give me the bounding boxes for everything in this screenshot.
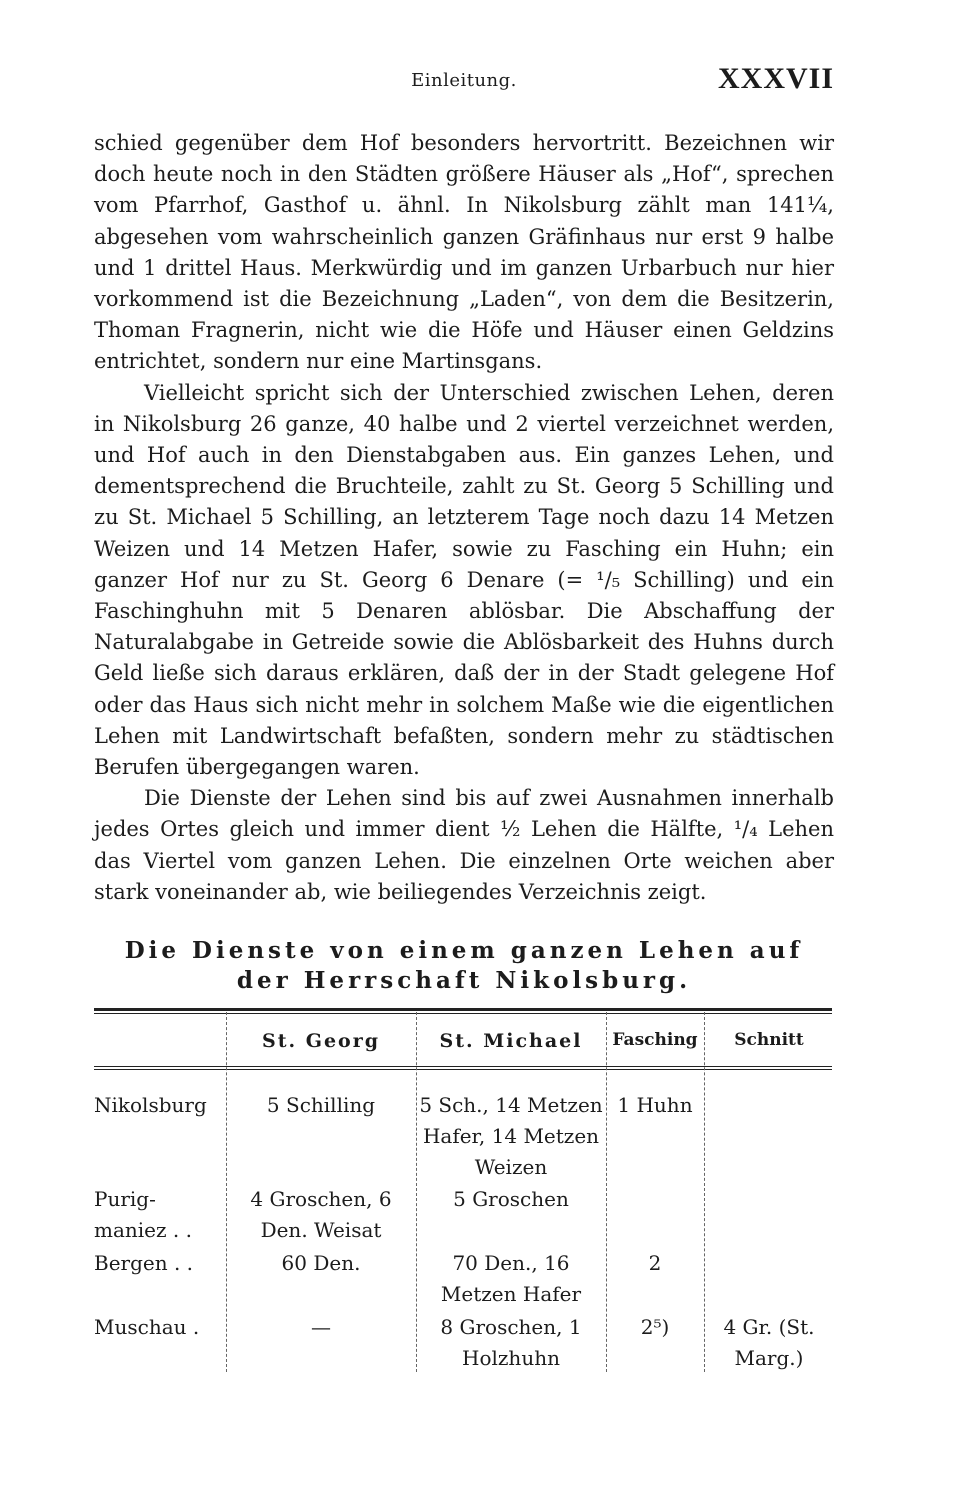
table-cell: 2 — [648, 1251, 662, 1275]
row-label: Nikolsburg — [94, 1093, 207, 1117]
table-cell: 4 Groschen, 6 Den. Weisat — [250, 1187, 392, 1242]
column-header-fasching: Fasching — [612, 1030, 698, 1050]
table-top-rule — [94, 1008, 832, 1014]
row-label: Bergen . . — [94, 1251, 194, 1275]
table-cell: 5 Schilling — [266, 1093, 376, 1117]
table-cell: — — [311, 1315, 331, 1339]
table-cell: 8 Groschen, 1 Holzhuhn — [440, 1315, 582, 1370]
table-cell: 60 Den. — [281, 1251, 361, 1275]
column-header-schnitt: Schnitt — [734, 1030, 804, 1050]
table-cell: 2⁵) — [640, 1315, 670, 1339]
paragraph: Die Dienste der Lehen sind bis auf zwei Ausnahmen innerhalb jedes Ortes gleich und immer dient ½ Lehen die Hälfte, ¹/₄ Lehen das Viertel vom ganzen Lehen. Die einzelnen Orte weichen aber stark voneinander ab, wie beiliegendes Verzeichnis zeigt. — [94, 786, 834, 904]
row-label: Muschau . — [94, 1315, 200, 1339]
table-title: Die Dienste von einem ganzen Lehen auf der Herrschaft Nikolsburg. — [124, 937, 804, 994]
row-label: Purig-maniez . . — [94, 1187, 192, 1242]
table-cell: 5 Groschen — [453, 1187, 569, 1211]
body-text — [94, 128, 834, 908]
page-number: XXXVII — [717, 62, 834, 95]
table-cell: 4 Gr. (St. Marg.) — [723, 1315, 815, 1370]
paragraph: schied gegenüber dem Hof besonders hervortritt. Bezeichnen wir doch heute noch in den Städten größere Häuser als „Hof“, sprechen vom Pfarrhof, Gasthof u. ähnl. In Nikolsburg zählt man 141¼, abgesehen vom wahrscheinlich ganzen Gräfinhaus nur erst 9 halbe und 1 drittel Haus. Merkwürdig und im ganzen Urbarbuch nur hier vorkommend ist die Bezeichnung „Laden“, von dem die Besitzerin, Thoman Fragnerin, nicht wie die Höfe und Häuser einen Geldzins entrichtet, sondern nur eine Martinsgans. — [94, 131, 834, 374]
running-head — [94, 62, 834, 102]
section-title: Einleitung. — [411, 70, 517, 91]
table-header-rule — [94, 1066, 832, 1070]
column-header-st-georg: St. Georg — [261, 1030, 380, 1052]
table-cell: 5 Sch., 14 Metzen Hafer, 14 Metzen Weizen — [419, 1093, 603, 1179]
table-cell: 70 Den., 16 Metzen Hafer — [440, 1251, 582, 1306]
table-cell: 1 Huhn — [617, 1093, 693, 1117]
paragraph: Vielleicht spricht sich der Unterschied zwischen Lehen, deren in Nikolsburg 26 ganze, 40 halbe und 2 viertel verzeichnet werden, und Hof auch in den Dienstabgaben aus. Ein ganzes Lehen, und dementsprechend die Bruchteile, zahlt zu St. Georg 5 Schilling und zu St. Michael 5 Schilling, an letzterem Tage noch dazu 14 Metzen Weizen und 14 Metzen Hafer, sowie zu Fasching ein Huhn; ein ganzer Hof nur zu St. Georg 6 Denare (= ¹/₅ Schilling) und ein Faschinghuhn mit 5 Denaren ablösbar. Die Abschaffung der Naturalabgabe in Getreide sowie die Ablösbarkeit des Huhns durch Geld ließe sich daraus erklären, daß der in der Stadt gelegene Hof oder das Haus sich nicht mehr in solchem Maße wie die eigentlichen Lehen mit Landwirtschaft befaßten, sondern mehr zu städtischen Berufen übergegangen waren. — [94, 380, 834, 780]
column-header-st-michael: St. Michael — [439, 1030, 583, 1052]
